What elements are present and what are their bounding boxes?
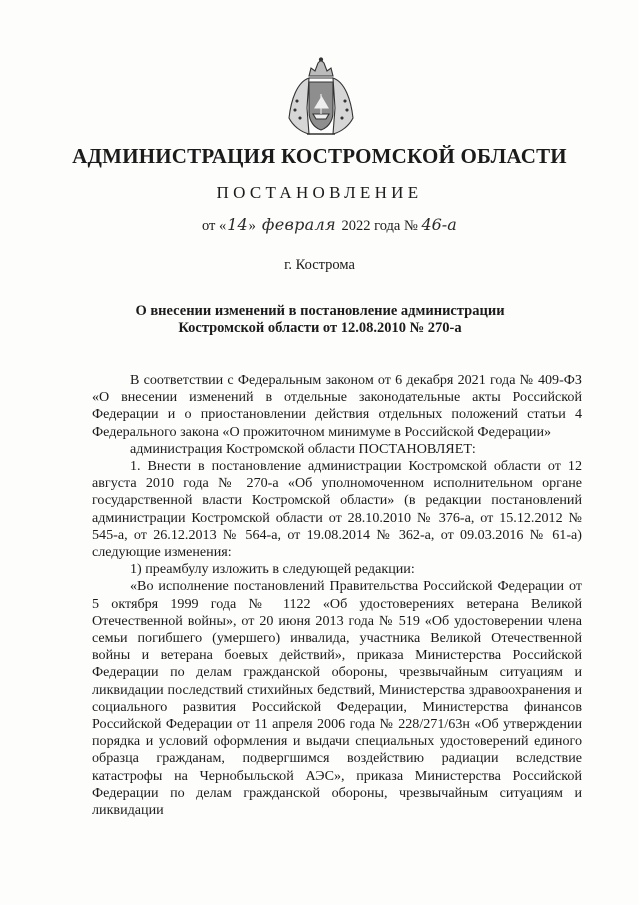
subject-line-1: О внесении изменений в постановление администрации: [135, 303, 505, 319]
document-date-line: [202, 215, 457, 235]
document-type: ПОСТАНОВЛЕНИЕ: [216, 183, 423, 202]
subject-line-2: Костромской области от 12.08.2010 № 270-а: [178, 320, 462, 336]
coat-of-arms-kostroma-icon: [283, 56, 359, 140]
date-prefix: от «: [202, 218, 227, 234]
document-subject: [60, 303, 580, 337]
body-paragraph-item-1: 1. Внести в постановление администрации Костромской области от 12 августа 2010 года № 270-а «Об уполномоченном исполнительном органе государственной власти Костромской области» (в редакции постановлений администрации Костромской области от 28.10.2010 № 376-а, от 15.12.2012 № 545-а, от 26.12.2013 № 564-а, от 19.08.2014 № 362-а, от 09.03.2016 № 61-а) следующие изменения:: [92, 458, 582, 561]
date-mid: »: [248, 218, 256, 234]
organization-title: АДМИНИСТРАЦИЯ КОСТРОМСКОЙ ОБЛАСТИ: [72, 144, 567, 168]
body-paragraph-subitem-1: 1) преамбулу изложить в следующей редакции:: [130, 561, 415, 578]
body-paragraph-quote: «Во исполнение постановлений Правительства Российской Федерации от 5 октября 1999 года № 1122 «Об удостоверениях ветерана Великой Отечественной войны», от 20 июня 2013 года № 519 «Об удостоверении члена семьи погибшего (умершего) инвалида, участника Великой Отечественной войны и ветерана боевых действий», приказа Министерства Российской Федерации по делам гражданской обороны, чрезвычайным ситуациям и ликвидации последствий стихийных бедствий, Министерства здравоохранения и социального развития Российской Федерации, Министерства финансов Российской Федерации от 11 апреля 2006 года № 228/271/63н «Об утверждении порядка и условий оформления и выдачи специальных удостоверений единого образца гражданам, подвергшимся воздействию радиации вследствие катастрофы на Чернобыльской АЭС», приказа Министерства Российской Федерации по делам гражданской обороны, чрезвычайным ситуациям и ликвидации: [92, 578, 582, 819]
document-body: [92, 372, 582, 819]
date-day-handwritten: 14: [227, 215, 248, 234]
document-number-handwritten: 46-а: [421, 215, 457, 234]
date-month-handwritten: февраля: [261, 215, 336, 234]
date-year-text: 2022 года №: [341, 218, 418, 234]
city-line: г. Кострома: [284, 257, 355, 273]
body-paragraph-resolves: администрация Костромской области ПОСТАНОВЛЯЕТ:: [130, 440, 476, 457]
body-paragraph-preamble: В соответствии с Федеральным законом от 6 декабря 2021 года № 409-ФЗ «О внесении изменений в отдельные законодательные акты Российской Федерации и о приостановлении действия отдельных положений статьи 4 Федерального закона «О прожиточном минимуме в Российской Федерации»: [92, 372, 582, 440]
